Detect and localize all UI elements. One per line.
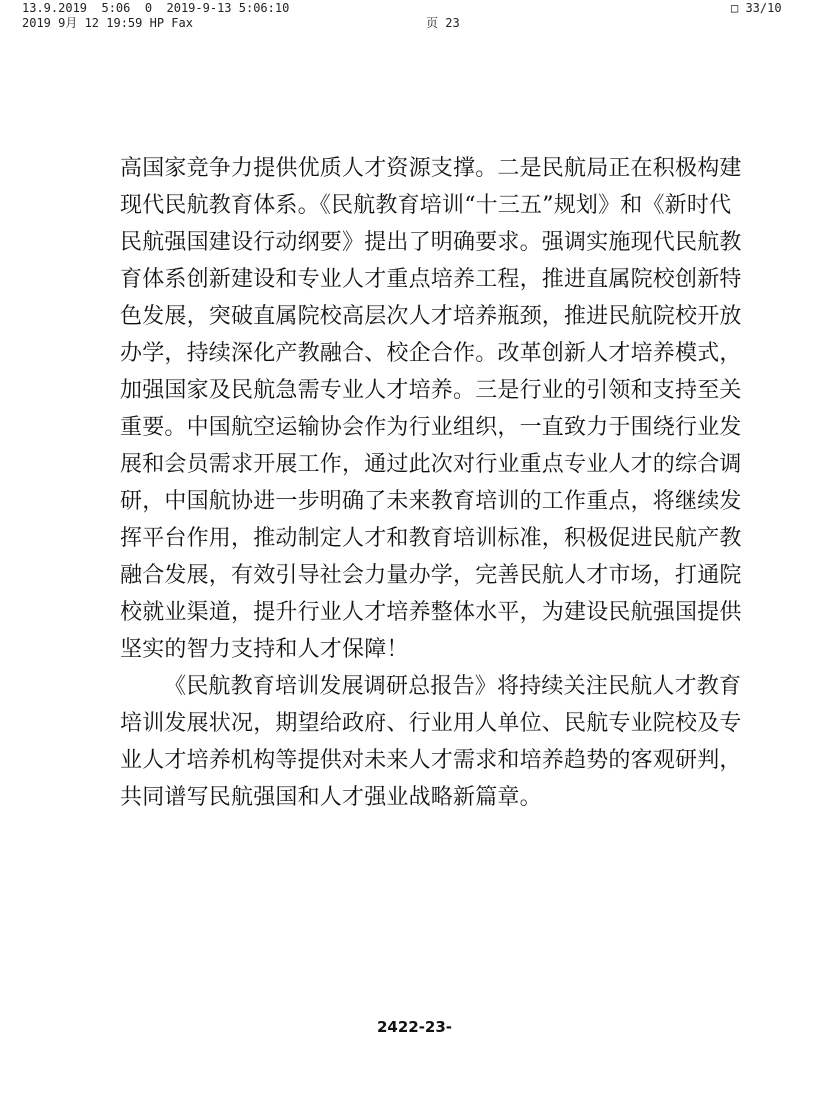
fax-header-page-label: 页 23: [426, 16, 460, 30]
text-line: 重要。中国航空运输协会作为行业组织，一直致力于围绕行业发: [120, 415, 742, 440]
paragraph: [120, 150, 742, 668]
paragraph: [120, 668, 742, 816]
text-line: 研，中国航协进一步明确了未来教育培训的工作重点，将继续发: [120, 489, 742, 514]
text-line: 坚实的智力支持和人才保障！: [120, 637, 409, 662]
page-number: 2422-23-: [376, 1018, 453, 1036]
text-line: 融合发展，有效引导社会力量办学，完善民航人才市场，打通院: [120, 563, 742, 588]
document-body: [120, 150, 742, 816]
fax-header-page-count: □ 33/10: [731, 1, 782, 15]
text-line: 《民航教育培训发展调研总报告》将持续关注民航人才教育: [164, 674, 742, 699]
fax-header: [0, 0, 829, 34]
text-line: 校就业渠道，提升行业人才培养整体水平，为建设民航强国提供: [120, 600, 742, 625]
text-line: 现代民航教育体系。《民航教育培训“十三五”规划》和《新时代: [120, 193, 732, 218]
text-line: 培训发展状况，期望给政府、行业用人单位、民航专业院校及专: [120, 711, 742, 736]
text-line: 挥平台作用，推动制定人才和教育培训标准，积极促进民航产教: [120, 526, 742, 551]
fax-header-sender-line: 2019 9月 12 19:59 HP Fax: [22, 16, 193, 30]
text-line: 民航强国建设行动纲要》提出了明确要求。强调实施现代民航教: [120, 230, 742, 255]
text-line: 高国家竞争力提供优质人才资源支撑。二是民航局正在积极构建: [120, 156, 742, 181]
text-line: 加强国家及民航急需专业人才培养。三是行业的引领和支持至关: [120, 378, 742, 403]
fax-header-timestamp-line: 13.9.2019 5:06 0 2019-9-13 5:06:10: [22, 1, 290, 15]
text-line: 共同谱写民航强国和人才强业战略新篇章。: [120, 785, 542, 810]
text-line: 办学，持续深化产教融合、校企合作。改革创新人才培养模式，: [120, 341, 742, 366]
text-line: 业人才培养机构等提供对未来人才需求和培养趋势的客观研判，: [120, 748, 742, 773]
text-line: 展和会员需求开展工作，通过此次对行业重点专业人才的综合调: [120, 452, 742, 477]
text-line: 育体系创新建设和专业人才重点培养工程，推进直属院校创新特: [120, 267, 742, 292]
text-line: 色发展，突破直属院校高层次人才培养瓶颈，推进民航院校开放: [120, 304, 742, 329]
